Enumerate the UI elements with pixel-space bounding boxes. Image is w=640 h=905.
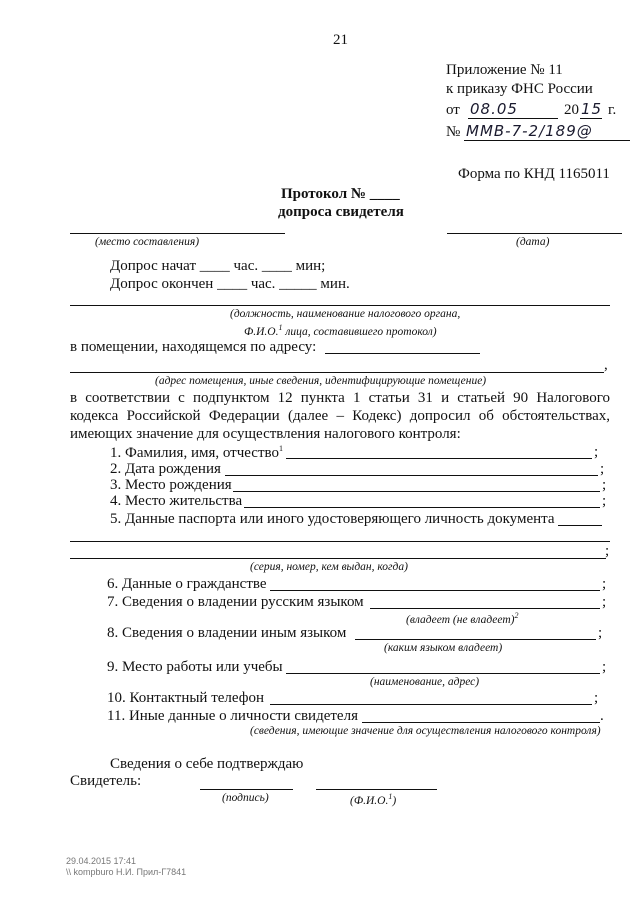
item-citizenship: 6. Данные о гражданстве (107, 576, 267, 592)
birth-place-line (233, 491, 600, 492)
address-comma: , (604, 357, 608, 373)
premises-text: в помещении, находящемся по адресу: (70, 339, 317, 355)
item-phone: 10. Контактный телефон (107, 690, 264, 706)
number-handwritten: ММВ-7-2/189@ (466, 122, 593, 140)
place-caption: (место составления) (95, 236, 200, 248)
interrogation-start: Допрос начат ____ час. ____ мин; (110, 258, 326, 274)
date-underline (468, 118, 558, 119)
date-prefix: от (446, 102, 460, 118)
fio-line (316, 789, 437, 790)
passport-line-c (70, 558, 606, 559)
semicolon-3: ; (602, 477, 607, 493)
page-number: 21 (333, 32, 348, 48)
paragraph-line2: кодекса Российской Федерации (далее – Кодекс) допросил об обстоятельствах, (70, 408, 610, 424)
form-code: Форма по КНД 1165011 (458, 166, 610, 182)
item-other-data: 11. Иные данные о личности свидетеля (107, 708, 358, 724)
semicolon-8: ; (598, 625, 603, 641)
item-full-name: 1. Фамилия, имя, отчество$^1$ (110, 444, 283, 461)
item-other-language: 8. Сведения о владении иным языком (107, 625, 347, 641)
item-workplace: 9. Место работы или учебы (107, 659, 283, 675)
semicolon-1: ; (594, 444, 599, 460)
workplace-caption: (наименование, адрес) (370, 676, 480, 688)
confirm-text: Сведения о себе подтверждаю (110, 756, 304, 772)
phone-line (270, 704, 592, 705)
official-caption1: (должность, наименование налогового органа, (230, 308, 461, 320)
year-prefix: 20 (564, 102, 579, 118)
footer-timestamp: 29.04.2015 17:41 (66, 856, 137, 866)
passport-caption: (серия, номер, кем выдан, когда) (250, 561, 408, 573)
item-birth-date: 2. Дата рождения (110, 461, 221, 477)
semicolon-5: ; (605, 543, 610, 559)
russian-language-line (370, 608, 600, 609)
appendix-line2: к приказу ФНС России (446, 81, 593, 97)
paragraph-line3: имеющих значение для осуществления налогового контроля: (70, 426, 461, 442)
semicolon-2: ; (600, 461, 605, 477)
period-11: . (600, 708, 604, 724)
appendix-number-row (446, 124, 636, 146)
appendix-date-row (446, 102, 636, 124)
footer-path: \\ kompburo Н.И. Прил-Г7841 (66, 867, 187, 877)
date-caption: (дата) (516, 236, 550, 248)
item-passport: 5. Данные паспорта или иного удостоверяющего личность документа (110, 511, 555, 527)
paragraph-line1: в соответствии с подпунктом 12 пункта 1 статьи 31 и статьей 90 Налогового (70, 390, 610, 406)
other-language-line (355, 639, 596, 640)
fio-caption: (Ф.И.О.$^1$) (350, 792, 397, 807)
year-underline (580, 118, 602, 119)
number-underline (464, 140, 630, 141)
item-birth-place: 3. Место рождения (110, 477, 232, 493)
semicolon-4: ; (602, 493, 607, 509)
russian-language-caption: (владеет (не владеет)$^2$ (406, 611, 519, 626)
semicolon-7: ; (602, 594, 607, 610)
year-suffix: г. (608, 102, 617, 118)
semicolon-9: ; (602, 659, 607, 675)
item-russian-language: 7. Сведения о владении русским языком (107, 594, 364, 610)
semicolon-6: ; (602, 576, 607, 592)
passport-line-a (558, 525, 602, 526)
signature-caption: (подпись) (222, 792, 269, 804)
year-handwritten: 15 (581, 100, 603, 118)
title-line2: допроса свидетеля (278, 204, 404, 220)
address-caption: (адрес помещения, иные сведения, идентифицирующие помещение) (155, 375, 487, 387)
interrogation-end: Допрос окончен ____ час. _____ мин. (110, 276, 350, 292)
date-handwritten: 08.05 (470, 100, 518, 118)
birth-date-line (225, 475, 598, 476)
address-line (70, 372, 604, 373)
citizenship-line (270, 590, 600, 591)
official-line (70, 305, 610, 306)
premises-line (325, 353, 480, 354)
other-language-caption: (каким языком владеет) (384, 642, 503, 654)
full-name-line (286, 458, 592, 459)
official-caption2: Ф.И.О.$^1$ лица, составившего протокол) (244, 323, 437, 338)
number-prefix: № (446, 124, 461, 140)
other-data-line (362, 722, 600, 723)
residence-line (244, 507, 600, 508)
workplace-line (286, 673, 600, 674)
other-data-caption: (сведения, имеющие значение для осуществления налогового контроля) (250, 725, 601, 737)
appendix-line1: Приложение № 11 (446, 62, 563, 78)
witness-label: Свидетель: (70, 773, 142, 789)
title-line1: Протокол № ____ (281, 186, 400, 202)
signature-line (200, 789, 293, 790)
date-line (447, 233, 622, 234)
semicolon-10: ; (594, 690, 599, 706)
place-line (70, 233, 285, 234)
passport-line-b (70, 541, 610, 542)
item-residence: 4. Место жительства (110, 493, 243, 509)
